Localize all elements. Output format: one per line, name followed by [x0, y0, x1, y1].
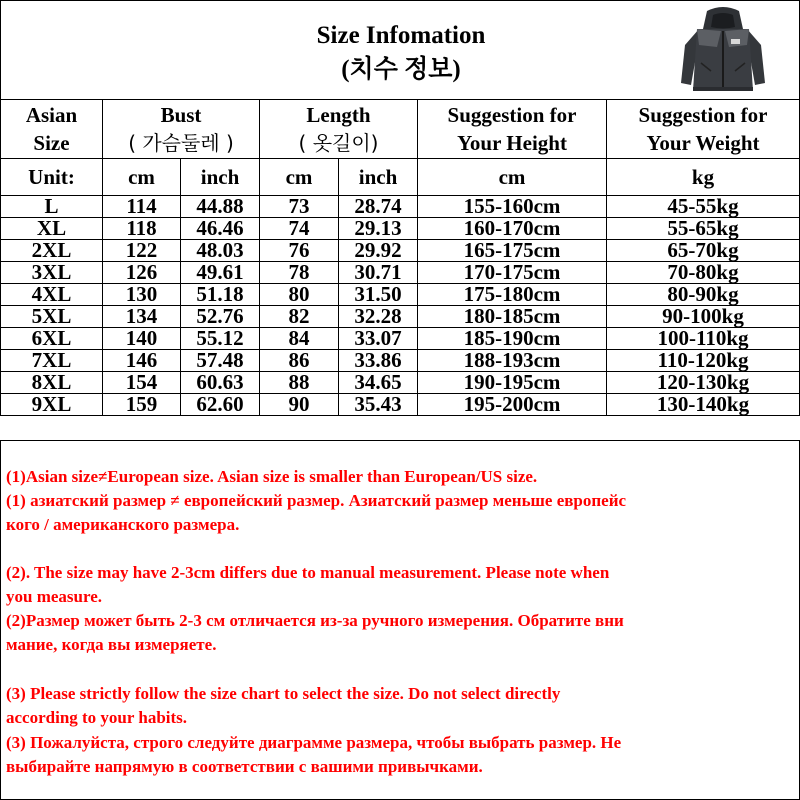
table-cell: 146	[103, 350, 181, 372]
table-cell: 34.65	[339, 372, 418, 394]
page-subtitle: (치수 정보)	[341, 56, 461, 83]
page-title: Size Infomation	[316, 22, 486, 49]
table-cell: 126	[103, 262, 181, 284]
table-cell: 52.76	[181, 306, 260, 328]
table-cell: 49.61	[181, 262, 260, 284]
table-row	[1, 328, 800, 350]
table-cell: 155-160cm	[418, 196, 607, 218]
header-length-line2: ( 옷길이)	[298, 131, 379, 155]
table-cell: 35.43	[339, 394, 418, 416]
table-cell: 55.12	[181, 328, 260, 350]
table-cell: 130	[103, 284, 181, 306]
table-cell: 28.74	[339, 196, 418, 218]
header-asian-size-line2: Size	[33, 131, 70, 155]
table-cell: 90-100kg	[607, 306, 800, 328]
table-row	[1, 284, 800, 306]
table-row	[1, 394, 800, 416]
table-cell: 73	[260, 196, 339, 218]
note-line: (1) азиатский размер ≠ европейский размер. Азиатский размер меньше европейс	[6, 491, 627, 510]
header-weight	[607, 100, 800, 159]
table-cell: XL	[1, 218, 103, 240]
table-cell: 82	[260, 306, 339, 328]
table-row	[1, 372, 800, 394]
table-cell: 29.13	[339, 218, 418, 240]
table-cell: 110-120kg	[607, 350, 800, 372]
note-line: (3) Пожалуйста, строго следуйте диаграмме размера, чтобы выбрать размер. Не	[6, 733, 622, 752]
table-cell: 31.50	[339, 284, 418, 306]
table-cell: 2XL	[1, 240, 103, 262]
table-cell: 90	[260, 394, 339, 416]
table-cell: 122	[103, 240, 181, 262]
header-height	[418, 100, 607, 159]
table-cell: 6XL	[1, 328, 103, 350]
table-cell: 9XL	[1, 394, 103, 416]
table-cell: 78	[260, 262, 339, 284]
table-cell: 33.86	[339, 350, 418, 372]
table-cell: 80	[260, 284, 339, 306]
note-line: (1)Asian size≠European size. Asian size is smaller than European/US size.	[6, 467, 538, 486]
table-cell: 33.07	[339, 328, 418, 350]
note-line: выбирайте напрямую в соответствии с вашими привычками.	[6, 757, 483, 776]
unit-cell: cm	[418, 159, 607, 196]
table-cell: 55-65kg	[607, 218, 800, 240]
table-cell: 88	[260, 372, 339, 394]
table-row	[1, 218, 800, 240]
unit-cell: cm	[260, 159, 339, 196]
note-line: (2)Размер может быть 2-3 см отличается из-за ручного измерения. Обратите вни	[6, 611, 624, 630]
table-cell: 62.60	[181, 394, 260, 416]
table-cell: 60.63	[181, 372, 260, 394]
table-cell: 188-193cm	[418, 350, 607, 372]
table-cell: 5XL	[1, 306, 103, 328]
header-height-line2: Your Height	[457, 131, 567, 155]
table-cell: 160-170cm	[418, 218, 607, 240]
note-line: you measure.	[6, 587, 103, 606]
unit-cell: kg	[607, 159, 800, 196]
table-cell: 185-190cm	[418, 328, 607, 350]
table-cell: 175-180cm	[418, 284, 607, 306]
table-cell: 100-110kg	[607, 328, 800, 350]
unit-cell: Unit:	[1, 159, 103, 196]
table-header-row	[1, 100, 800, 159]
table-cell: 154	[103, 372, 181, 394]
header-bust-line2: ( 가슴둘레 )	[128, 131, 234, 155]
note-line: (3) Please strictly follow the size chart to select the size. Do not select directly	[6, 684, 561, 703]
table-row	[1, 240, 800, 262]
unit-cell: cm	[103, 159, 181, 196]
header-box	[0, 0, 800, 100]
table-row	[1, 306, 800, 328]
table-cell: 84	[260, 328, 339, 350]
header-asian-size-line1: Asian	[25, 103, 78, 127]
size-table	[0, 99, 800, 416]
table-cell: 57.48	[181, 350, 260, 372]
table-cell: 118	[103, 218, 181, 240]
note-line: according to your habits.	[6, 708, 188, 727]
header-length	[260, 100, 418, 159]
table-cell: 120-130kg	[607, 372, 800, 394]
table-row	[1, 196, 800, 218]
table-cell: 46.46	[181, 218, 260, 240]
header-height-line1: Suggestion for	[447, 103, 577, 127]
table-cell: 51.18	[181, 284, 260, 306]
table-cell: 134	[103, 306, 181, 328]
table-cell: 159	[103, 394, 181, 416]
table-unit-row	[1, 159, 800, 196]
table-cell: 32.28	[339, 306, 418, 328]
jacket-product-image	[677, 5, 769, 95]
table-row	[1, 262, 800, 284]
table-cell: 114	[103, 196, 181, 218]
table-cell: 195-200cm	[418, 394, 607, 416]
table-cell: 70-80kg	[607, 262, 800, 284]
header-asian-size	[1, 100, 103, 159]
note-line: (2). The size may have 2-3cm differs due to manual measurement. Please note when	[6, 563, 610, 582]
table-cell: 3XL	[1, 262, 103, 284]
table-cell: 170-175cm	[418, 262, 607, 284]
note-line: кого / американского размера.	[6, 515, 240, 534]
note-line: мание, когда вы измеряете.	[6, 635, 217, 654]
table-cell: 7XL	[1, 350, 103, 372]
header-bust	[103, 100, 260, 159]
table-cell: 4XL	[1, 284, 103, 306]
table-cell: 44.88	[181, 196, 260, 218]
table-cell: 130-140kg	[607, 394, 800, 416]
table-row	[1, 350, 800, 372]
table-cell: 180-185cm	[418, 306, 607, 328]
table-cell: 48.03	[181, 240, 260, 262]
table-cell: 86	[260, 350, 339, 372]
table-cell: L	[1, 196, 103, 218]
table-cell: 140	[103, 328, 181, 350]
unit-cell: inch	[339, 159, 418, 196]
table-cell: 190-195cm	[418, 372, 607, 394]
notes-box	[0, 440, 800, 800]
header-length-line1: Length	[306, 103, 371, 127]
table-cell: 45-55kg	[607, 196, 800, 218]
header-weight-line1: Suggestion for	[638, 103, 768, 127]
table-cell: 165-175cm	[418, 240, 607, 262]
unit-cell: inch	[181, 159, 260, 196]
table-cell: 65-70kg	[607, 240, 800, 262]
table-cell: 30.71	[339, 262, 418, 284]
table-cell: 8XL	[1, 372, 103, 394]
table-cell: 80-90kg	[607, 284, 800, 306]
table-cell: 76	[260, 240, 339, 262]
table-cell: 74	[260, 218, 339, 240]
header-bust-line1: Bust	[160, 103, 202, 127]
header-weight-line2: Your Weight	[646, 131, 760, 155]
table-cell: 29.92	[339, 240, 418, 262]
